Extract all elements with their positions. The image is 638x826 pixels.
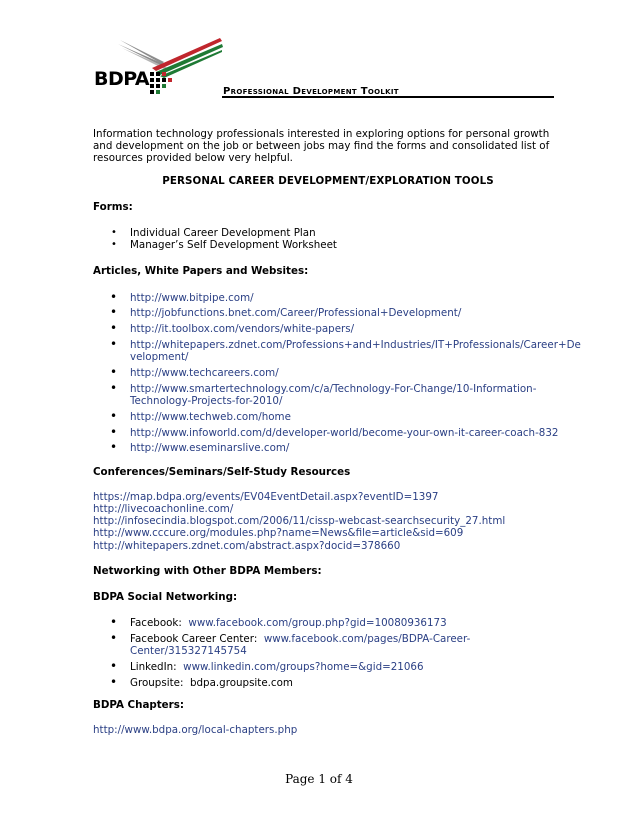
list-item [93,239,563,251]
articles-heading: Articles, White Papers and Websites: [93,265,309,278]
intro-paragraph: Information technology professionals interested in exploring options for personal growth and development on the job or between jobs may find the forms and consolidated list of resources provided below very helpful. [93,128,550,165]
section-title: PERSONAL CAREER DEVELOPMENT/EXPLORATION TOOLS [162,174,494,187]
list-item [93,617,563,629]
conference-link[interactable]: http://www.cccure.org/modules.php?name=News&file=article&sid=609 [93,527,464,540]
conferences-heading: Conferences/Seminars/Self-Study Resources [93,465,351,478]
bullet-icon: • [110,615,118,630]
chapters-heading: BDPA Chapters: [93,699,184,712]
conference-link[interactable]: https://map.bdpa.org/events/EV04EventDetail.aspx?eventID=1397 [93,490,439,503]
list-item [93,337,581,364]
article-link[interactable]: http://www.techweb.com/home [130,410,291,423]
social-link[interactable]: www.linkedin.com/groups?home=&gid=21066 [183,661,424,674]
article-link[interactable]: http://www.bitpipe.com/ [130,291,254,304]
document-body [93,128,581,737]
form-item: Individual Career Development Plan [130,227,316,240]
list-item [93,442,563,454]
page-number: Page 1 of 4 [285,772,353,786]
social-heading: BDPA Social Networking: [93,591,238,604]
list-item [93,424,563,439]
list-item [93,661,563,673]
bullet-icon: • [110,674,118,689]
article-link[interactable]: http://www.smartertechnology.com/c/a/Technology-For-Change/10-Information-Technology-Projects-for-2010/ [130,382,537,408]
article-link[interactable]: http://www.infoworld.com/d/developer-world/become-your-own-it-career-coach-832 [130,426,559,439]
article-link[interactable]: http://it.toolbox.com/vendors/white-papers/ [130,323,355,336]
social-link[interactable]: www.facebook.com/pages/BDPA-Career-Center/315327145754 [130,633,471,658]
conference-link[interactable]: http://livecoachonline.com/ [93,503,234,516]
bullet-icon: • [110,440,118,455]
forms-list [93,227,563,251]
conference-link[interactable]: http://infosecindia.blogspot.com/2006/11/cissp-webcast-searchsecurity_27.html [93,515,506,528]
article-link[interactable]: http://jobfunctions.bnet.com/Career/Professional+Development/ [130,307,462,320]
bullet-icon: • [110,289,118,304]
article-link[interactable]: http://www.eseminarslive.com/ [130,442,290,455]
list-item [93,289,563,304]
bullet-icon: • [111,239,117,251]
list-item [93,307,563,319]
article-link[interactable]: http://whitepapers.zdnet.com/Professions+and+Industries/IT+Professionals/Career+De velopment/ [130,339,581,364]
bullet-icon: • [110,424,118,439]
bullet-icon: • [110,365,118,380]
list-item [93,408,563,423]
networking-heading: Networking with Other BDPA Members: [93,564,322,577]
chapters-link[interactable]: http://www.bdpa.org/local-chapters.php [93,724,298,737]
list-item [93,633,563,657]
bullet-icon: • [110,631,118,646]
social-label: Groupsite: [130,676,184,689]
social-link[interactable]: bdpa.groupsite.com [189,676,293,689]
social-label: LinkedIn: [130,661,177,674]
conference-link[interactable]: http://whitepapers.zdnet.com/abstract.aspx?docid=378660 [93,539,401,552]
document-title: Professional Development Toolkit [223,86,399,97]
list-item [93,380,563,408]
bullet-icon: • [110,337,118,352]
list-item [93,323,563,335]
bullet-icon: • [110,321,118,336]
list-item [93,227,563,239]
social-label: Facebook: [130,617,182,630]
article-link[interactable]: http://www.techcareers.com/ [130,367,279,380]
bullet-icon: • [110,659,118,674]
social-link[interactable]: www.facebook.com/group.php?gid=10080936173 [188,617,447,630]
form-item: Manager’s Self Development Worksheet [130,239,337,252]
bullet-icon: • [110,380,118,395]
logo-wordmark: BDPA [94,68,150,90]
list-item [93,367,563,379]
title-rule [222,96,554,98]
bullet-icon: • [111,227,117,239]
bullet-icon: • [110,408,118,423]
articles-list [93,289,581,455]
social-list [93,617,563,689]
list-item [93,674,563,689]
conferences-links [93,491,563,552]
bullet-icon: • [110,305,118,320]
forms-heading: Forms: [93,200,133,213]
social-label: Facebook Career Center: [130,633,258,646]
